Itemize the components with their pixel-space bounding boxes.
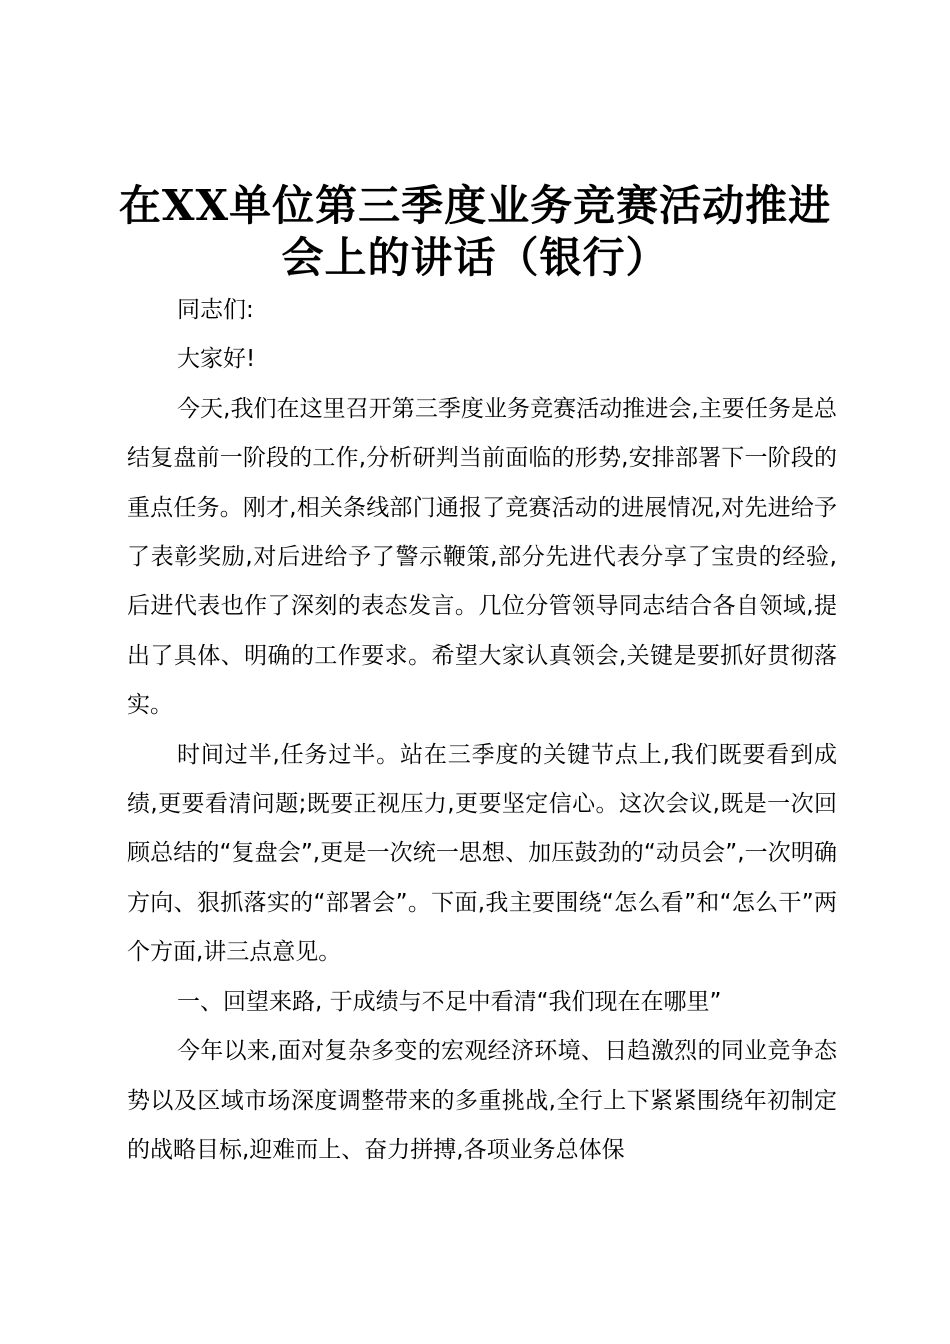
document-body (127, 286, 837, 1175)
section-paragraph: 今年以来,面对复杂多变的宏观经济环境、日趋激烈的同业竞争态势以及区域市场深度调整带来的多重挑战,全行上下紧紧围绕年初制定的战略目标,迎难而上、奋力拼搏,各项业务总体保 (127, 1038, 837, 1163)
paragraph-opening: 今天,我们在这里召开第三季度业务竞赛活动推进会,主要任务是总结复盘前一阶段的工作,分析研判当前面临的形势,安排部署下一阶段的重点任务。刚才,相关条线部门通报了竞赛活动的进展情况,对先进给予了表彰奖励,对后进给予了警示鞭策,部分先进代表分享了宝贵的经验,后进代表也作了深刻的表态发言。几位分管领导同志结合各自领域,提出了具体、明确的工作要求。希望大家认真领会,关键是要抓好贯彻落实。 (127, 395, 837, 719)
greeting: 大家好! (177, 346, 256, 373)
title-line-1: 在XX单位第三季度业务竞赛活动推进 (118, 181, 832, 230)
document-title (100, 180, 850, 284)
salutation: 同志们: (177, 297, 254, 323)
title-line-2: 会上的讲话（银行） (281, 233, 669, 282)
section-heading: 一、回望来路, 于成绩与不足中看清“我们现在在哪里” (177, 988, 722, 1015)
paragraph-overview: 时间过半,任务过半。站在三季度的关键节点上,我们既要看到成绩,更要看清问题;既要正视压力,更要坚定信心。这次会议,既是一次回顾总结的“复盘会”,更是一次统一思想、加压鼓劲的“动员会”,一次明确方向、狠抓落实的“部署会”。下面,我主要围绕“怎么看”和“怎么干”两个方面,讲三点意见。 (127, 741, 837, 966)
